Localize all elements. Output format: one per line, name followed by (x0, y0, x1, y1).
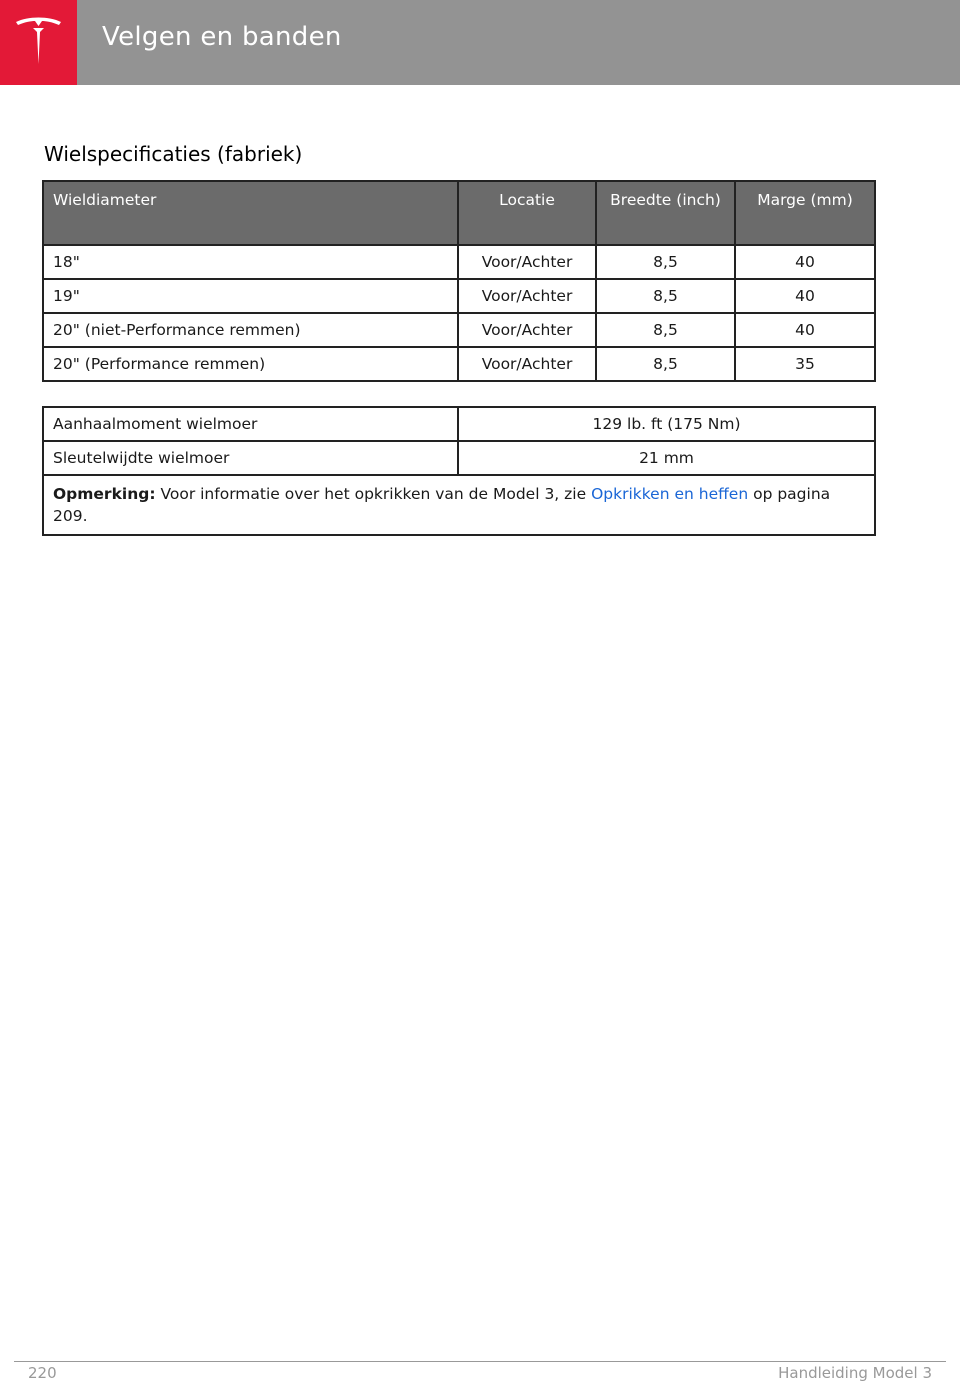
cell-marge: 40 (735, 313, 875, 347)
header-locatie: Locatie (458, 181, 596, 245)
wheel-spec-table (42, 180, 876, 382)
page-header (0, 0, 960, 85)
cell-locatie: Voor/Achter (458, 313, 596, 347)
table-row (43, 407, 875, 441)
cell-marge: 40 (735, 279, 875, 313)
header-marge: Marge (mm) (735, 181, 875, 245)
cell-breedte: 8,5 (596, 347, 735, 381)
note-cell (43, 475, 875, 535)
cell-label: Aanhaalmoment wielmoer (43, 407, 458, 441)
cell-breedte: 8,5 (596, 313, 735, 347)
cell-breedte: 8,5 (596, 245, 735, 279)
table-row (43, 313, 875, 347)
note-label: Opmerking: (53, 485, 156, 503)
table-row (43, 279, 875, 313)
wheel-nut-table (42, 406, 876, 536)
page-number: 220 (28, 1364, 57, 1382)
cell-diameter: 20" (niet-Performance remmen) (43, 313, 458, 347)
jacking-link[interactable]: Opkrikken en heffen (591, 485, 749, 503)
header-title: Velgen en banden (102, 22, 342, 52)
table-row (43, 245, 875, 279)
cell-marge: 40 (735, 245, 875, 279)
header-breedte: Breedte (inch) (596, 181, 735, 245)
cell-locatie: Voor/Achter (458, 279, 596, 313)
cell-breedte: 8,5 (596, 279, 735, 313)
cell-diameter: 20" (Performance remmen) (43, 347, 458, 381)
cell-value: 21 mm (458, 441, 875, 475)
tesla-logo-icon (14, 16, 63, 68)
table-header-row (43, 181, 875, 245)
note-text-before: Voor informatie over het opkrikken van de Model 3, zie (155, 485, 592, 503)
section-title: Wielspecificaties (fabriek) (44, 142, 303, 166)
logo-box (0, 0, 77, 85)
cell-diameter: 19" (43, 279, 458, 313)
cell-value: 129 lb. ft (175 Nm) (458, 407, 875, 441)
cell-diameter: 18" (43, 245, 458, 279)
cell-marge: 35 (735, 347, 875, 381)
cell-label: Sleutelwijdte wielmoer (43, 441, 458, 475)
cell-locatie: Voor/Achter (458, 245, 596, 279)
note-row (43, 475, 875, 535)
cell-locatie: Voor/Achter (458, 347, 596, 381)
table-row (43, 347, 875, 381)
table-row (43, 441, 875, 475)
note-text-after: op pagina 209. (53, 485, 831, 525)
header-wieldiameter: Wieldiameter (43, 181, 458, 245)
footer-divider (14, 1361, 946, 1362)
manual-title: Handleiding Model 3 (778, 1364, 932, 1382)
